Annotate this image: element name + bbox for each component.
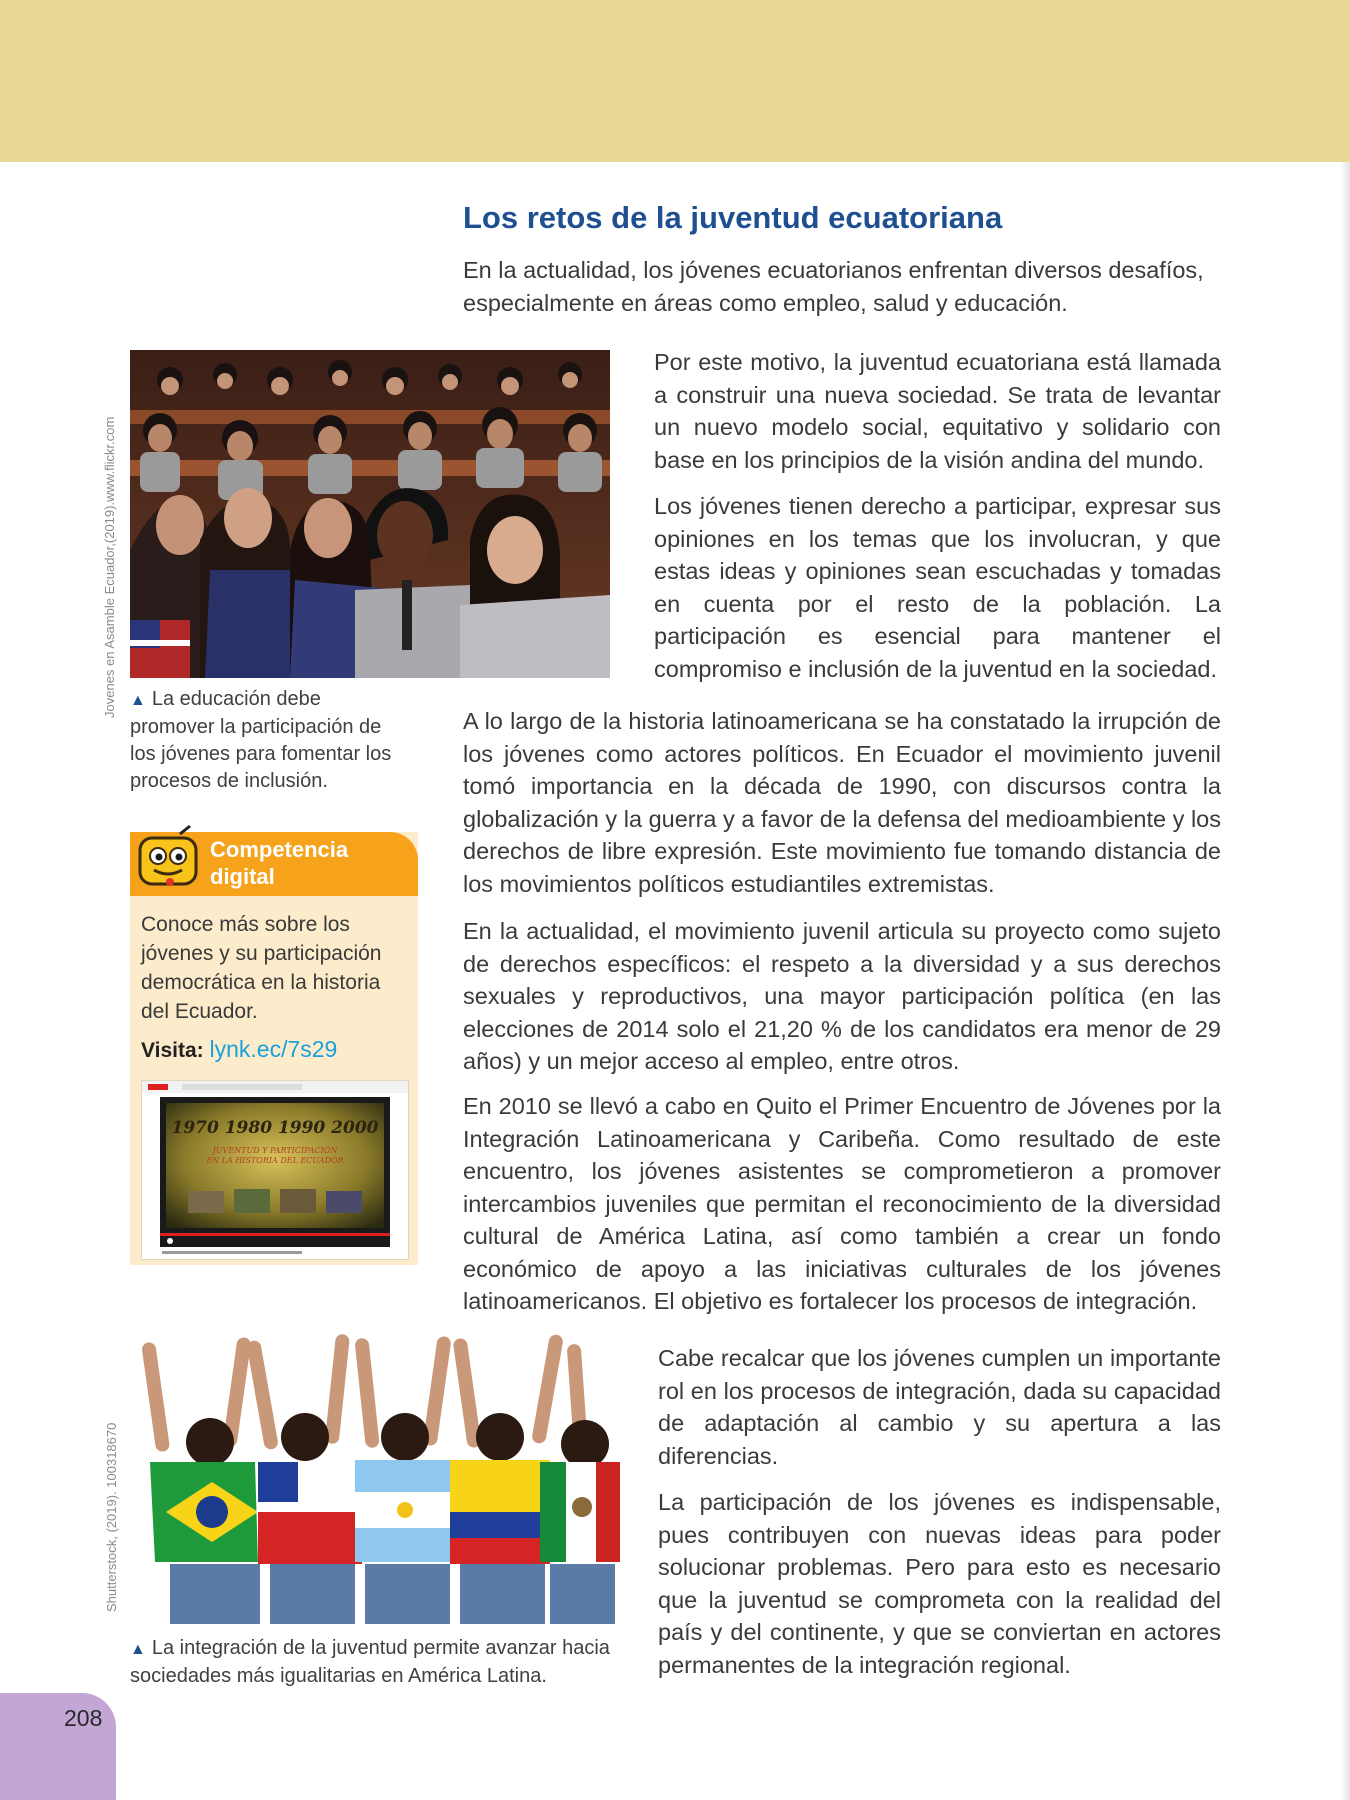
- visit-label: Visita:: [141, 1039, 204, 1062]
- flags-caption: ▲ La integración de la juventud permite avanzar hacia sociedades más igualitarias en América Latina.: [130, 1637, 610, 1687]
- competencia-text: Conoce más sobre los jóvenes y su participación democrática en la historia del Ecuador.: [141, 913, 382, 1023]
- video-title-1: JUVENTUD Y PARTICIPACIÓN: [212, 1146, 338, 1155]
- visit-line: [141, 1036, 337, 1063]
- video-thumbnail[interactable]: [141, 1080, 409, 1260]
- students-caption: ▲ La educación debe promover la participación de los jóvenes para fomentar los procesos de inclusión.: [130, 688, 392, 792]
- photo-credit-students: Jovenes en Asamble Ecuador,(2019).www.flickr.com: [102, 416, 117, 718]
- youth-flags-photo: [130, 1332, 620, 1624]
- paragraph-4: En la actualidad, el movimiento juvenil articula su proyecto como sujeto de derechos específicos: el respeto a la diversidad y a sus derechos sexuales y reproductivos, una mayor participación política (en las elecciones de 2014 solo el 21,20 % de los candidatos era menor de 29 años) y un mejor acceso al empleo, entre otros.: [463, 918, 1221, 1074]
- competencia-title: Competencia digital: [210, 837, 349, 889]
- caption-triangle-icon: ▲: [130, 692, 146, 709]
- page-number: 208: [64, 1705, 103, 1731]
- paragraph-3: A lo largo de la historia latinoamericana se ha constatado la irrupción de los jóvenes como actores políticos. En Ecuador el movimiento juvenil tomó importancia en la década de 1990, con discursos contra la globalización y la guerra y a favor de la defensa del medioambiente y los derechos de libre expresión. Este movimiento fue tomando distancia de los movimientos políticos estudiantiles extremistas.: [463, 708, 1221, 897]
- video-title-2: EN LA HISTORIA DEL ECUADOR: [206, 1156, 344, 1165]
- paragraph-5: En 2010 se llevó a cabo en Quito el Primer Encuentro de Jóvenes por la Integración Latinoamericana y Caribeña. Como resultado de este encuentro, los jóvenes asistentes se comprometieron a promover intercambios juveniles que permitan el reconocimiento de la diversidad cultural de América Latina, así como también a crear un fondo económico de apoyo a las iniciativas culturales de los jóvenes latinoamericanos. El objetivo es fortalecer los procesos de integración.: [463, 1093, 1221, 1314]
- page-edge-shadow: [1340, 162, 1350, 1800]
- visit-link[interactable]: lynk.ec/7s29: [209, 1036, 338, 1062]
- robot-mascot-icon: [132, 824, 206, 898]
- paragraph-2: Los jóvenes tienen derecho a participar, expresar sus opiniones en los temas que los involucran, y que estas ideas y opiniones sean escuchadas y tomadas en cuenta por el resto de la población. La participación es esencial para mantener el compromiso e inclusión de la juventud en la sociedad.: [654, 493, 1221, 682]
- photo-credit-flags: Shutterstock, (2019). 100318670: [104, 1422, 119, 1612]
- video-years-text: 1970 1980 1990 2000: [171, 1118, 379, 1138]
- section-title: Los retos de la juventud ecuatoriana: [463, 200, 1003, 235]
- paragraph-1: Por este motivo, la juventud ecuatoriana está llamada a construir una nueva sociedad. Se trata de levantar un nuevo modelo social, equitativo y solidario con base en los principios de la visión andina del mundo.: [654, 349, 1221, 473]
- paragraph-6: Cabe recalcar que los jóvenes cumplen un importante rol en los procesos de integración, dada su capacidad de adaptación al cambio y su apertura a las diferencias.: [658, 1345, 1221, 1469]
- intro-paragraph: En la actualidad, los jóvenes ecuatorianos enfrentan diversos desafíos, especialmente en áreas como empleo, salud y educación.: [463, 257, 1204, 316]
- caption-triangle-icon: ▲: [130, 1641, 146, 1658]
- competencia-digital-header: [130, 832, 418, 896]
- students-photo: [130, 350, 610, 678]
- header-band: [0, 0, 1350, 162]
- paragraph-7: La participación de los jóvenes es indispensable, pues contribuyen con nuevas ideas para poder solucionar problemas. Pero para esto es necesario que la juventud se comprometa con la realidad del país y del continente, y que se conviertan en actores permanentes de la integración regional.: [658, 1489, 1221, 1678]
